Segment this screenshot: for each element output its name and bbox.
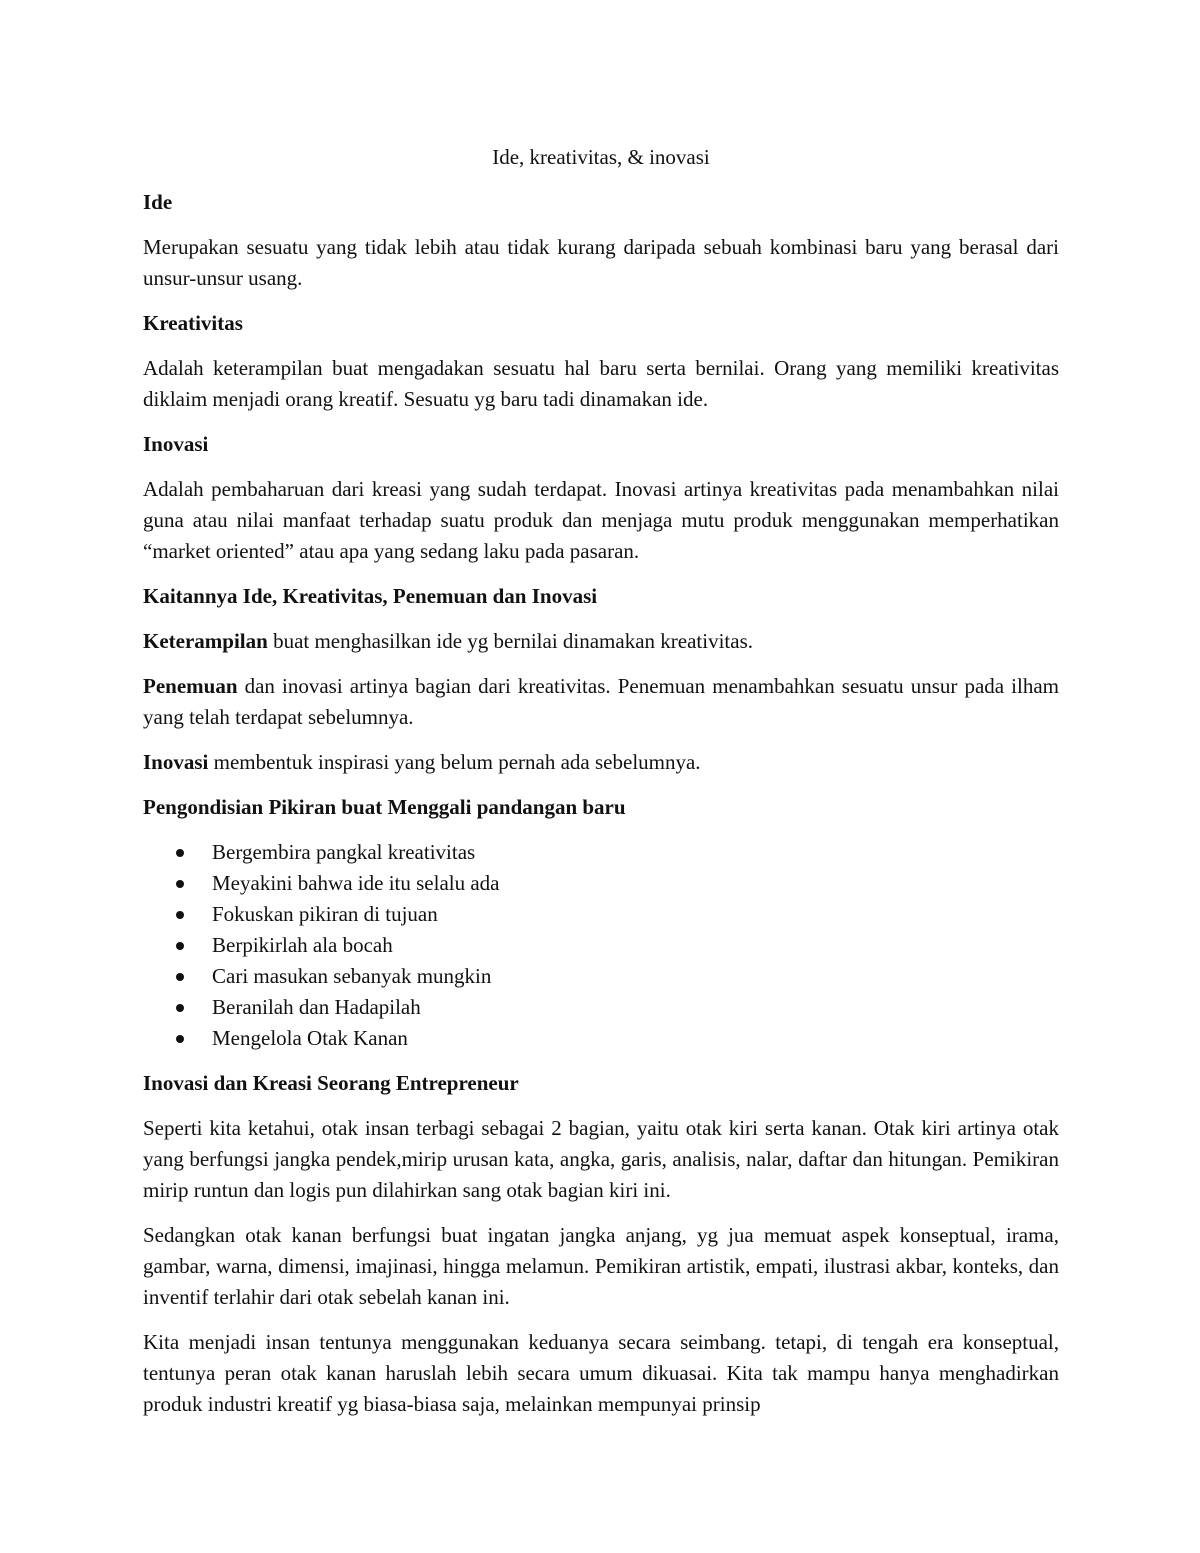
list-item-text: Meyakini bahwa ide itu selalu ada — [212, 871, 500, 895]
list-item — [143, 1023, 1059, 1054]
list-item-text: Berpikirlah ala bocah — [212, 933, 393, 957]
heading-kreativitas: Kreativitas — [143, 311, 243, 335]
heading-inovasi: Inovasi — [143, 432, 209, 456]
paragraph-ide: Merupakan sesuatu yang tidak lebih atau tidak kurang daripada sebuah kombinasi baru yang berasal dari unsur-unsur usang. — [143, 235, 1059, 290]
term-penemuan: Penemuan — [143, 674, 238, 698]
bullet-icon — [176, 880, 184, 888]
text-keterampilan: buat menghasilkan ide yg bernilai dinamakan kreativitas. — [267, 629, 753, 653]
term-keterampilan: Keterampilan — [143, 629, 268, 653]
document-title: Ide, kreativitas, & inovasi — [492, 145, 710, 169]
paragraph-kreativitas: Adalah keterampilan buat mengadakan sesuatu hal baru serta bernilai. Orang yang memiliki kreativitas diklaim menjadi orang kreatif. Sesuatu yg baru tadi dinamakan ide. — [143, 356, 1059, 411]
bullet-icon — [176, 1035, 184, 1043]
list-item — [143, 930, 1059, 961]
bullet-icon — [176, 911, 184, 919]
list-item-text: Cari masukan sebanyak mungkin — [212, 964, 492, 988]
heading-kaitan: Kaitannya Ide, Kreativitas, Penemuan dan Inovasi — [143, 584, 598, 608]
paragraph-seimbang: Kita menjadi insan tentunya menggunakan keduanya secara seimbang. tetapi, di tengah era konseptual, tentunya peran otak kanan haruslah lebih secara umum dikuasai. Kita tak mampu hanya menghadirkan produk industri kreatif yg biasa-biasa saja, melainkan mempunyai prinsip — [143, 1330, 1059, 1416]
list-item-text: Bergembira pangkal kreativitas — [212, 840, 476, 864]
paragraph-inovasi-inspirasi — [143, 747, 1059, 778]
heading-ide: Ide — [143, 190, 173, 214]
bullet-icon — [176, 849, 184, 857]
text-penemuan: dan inovasi artinya bagian dari kreativitas. Penemuan menambahkan sesuatu unsur pada ilham yang telah terdapat sebelumnya. — [143, 674, 1059, 729]
paragraph-otak-kanan: Sedangkan otak kanan berfungsi buat ingatan jangka anjang, yg jua memuat aspek konseptual, irama, gambar, warna, dimensi, imajinasi, hingga melamun. Pemikiran artistik, empati, ilustrasi akbar, konteks, dan inventif terlahir dari otak sebelah kanan ini. — [143, 1223, 1059, 1309]
bullet-icon — [176, 973, 184, 981]
heading-entrepreneur: Inovasi dan Kreasi Seorang Entrepreneur — [143, 1071, 519, 1095]
list-item — [143, 837, 1059, 868]
list-item — [143, 868, 1059, 899]
list-item-text: Mengelola Otak Kanan — [212, 1026, 408, 1050]
list-item — [143, 992, 1059, 1023]
bullet-icon — [176, 942, 184, 950]
list-item — [143, 899, 1059, 930]
paragraph-inovasi: Adalah pembaharuan dari kreasi yang sudah terdapat. Inovasi artinya kreativitas pada menambahkan nilai guna atau nilai manfaat terhadap suatu produk dan menjaga mutu produk menggunakan memperhatikan “market oriented” atau apa yang sedang laku pada pasaran. — [143, 477, 1059, 563]
list-item-text: Fokuskan pikiran di tujuan — [212, 902, 438, 926]
paragraph-keterampilan — [143, 626, 1059, 657]
list-item-text: Beranilah dan Hadapilah — [212, 995, 421, 1019]
paragraph-otak-kiri: Seperti kita ketahui, otak insan terbagi sebagai 2 bagian, yaitu otak kiri serta kanan. Otak kiri artinya otak yang berfungsi jangka pendek,mirip urusan kata, angka, garis, analisis, nalar, daftar dan hitungan. Pemikiran mirip runtun dan logis pun dilahirkan sang otak bagian kiri ini. — [143, 1116, 1059, 1202]
bullet-icon — [176, 1004, 184, 1012]
bullet-list — [143, 837, 1059, 1054]
term-inovasi: Inovasi — [143, 750, 209, 774]
list-item — [143, 961, 1059, 992]
text-inovasi: membentuk inspirasi yang belum pernah ada sebelumnya. — [208, 750, 701, 774]
paragraph-penemuan — [143, 671, 1059, 733]
heading-pengondisian: Pengondisian Pikiran buat Menggali pandangan baru — [143, 795, 626, 819]
